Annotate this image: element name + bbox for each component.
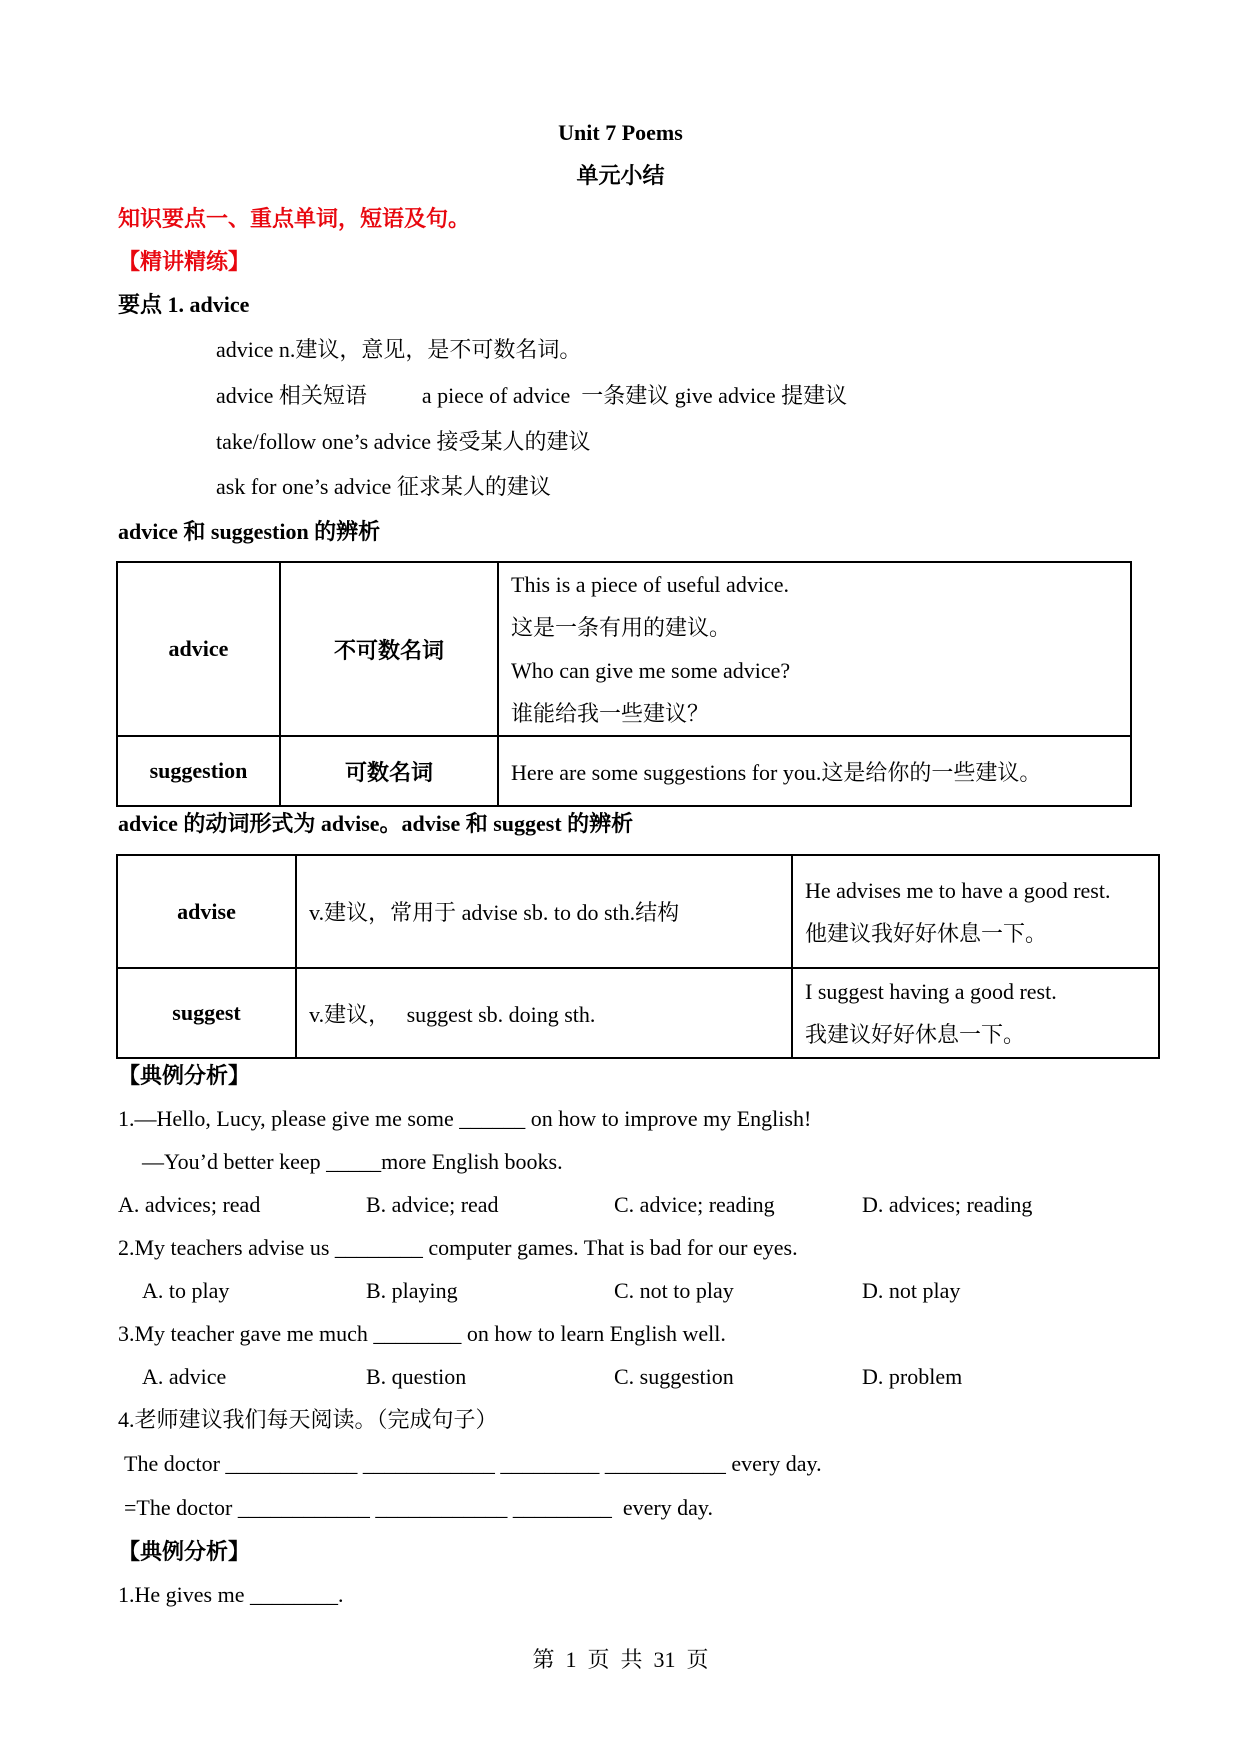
type-cell: 可数名词 <box>280 736 498 806</box>
examples-header: 【典例分析】 <box>118 1063 251 1088</box>
question-1: 1.—Hello, Lucy, please give me some ______ on how to improve my English! <box>118 1106 812 1131</box>
advise-suggest-table <box>116 854 1160 1059</box>
advice-phrase-ask: ask for one’s advice 征求某人的建议 <box>216 474 551 499</box>
table-row <box>117 855 1159 968</box>
advice-phrases: advice 相关短语 a piece of advice 一条建议 give advice 提建议 <box>216 383 848 408</box>
point-heading: 要点 1. advice <box>118 292 250 317</box>
word-cell: suggest <box>117 968 296 1058</box>
q2-option-d: D. not play <box>862 1278 961 1303</box>
example-line: He advises me to have a good rest. <box>805 877 1111 903</box>
page-subtitle: 单元小结 <box>576 163 665 188</box>
example-line: This is a piece of useful advice. <box>511 572 789 597</box>
usage-cell: v.建议， suggest sb. doing sth. <box>296 968 792 1058</box>
usage-cell: v.建议，常用于 advise sb. to do sth.结构 <box>296 855 792 968</box>
advice-definition: advice n.建议，意见，是不可数名词。 <box>216 337 582 362</box>
type-cell: 不可数名词 <box>280 562 498 736</box>
example-line: 我建议好好休息一下。 <box>805 1022 1026 1047</box>
example-line: 他建议我好好休息一下。 <box>805 920 1048 946</box>
q3-option-d: D. problem <box>862 1364 963 1389</box>
table-row <box>117 968 1159 1058</box>
question-3: 3.My teacher gave me much ________ on how to learn English well. <box>118 1321 726 1346</box>
page-footer: 第 1 页 共 31 页 <box>532 1647 709 1672</box>
example-line: 这是一条有用的建议。 <box>511 615 732 640</box>
q1-option-b: B. advice; read <box>366 1192 499 1217</box>
q3-option-b: B. question <box>366 1364 467 1389</box>
example-line: Who can give me some advice? <box>511 658 791 683</box>
question-2: 2.My teachers advise us ________ computer games. That is bad for our eyes. <box>118 1235 798 1260</box>
advice-phrase-take: take/follow one’s advice 接受某人的建议 <box>216 429 591 454</box>
practice-header: 【精讲精练】 <box>118 249 251 274</box>
table2-caption: advice 的动词形式为 advise。advise 和 suggest 的辨析 <box>118 811 634 836</box>
examples-header-2: 【典例分析】 <box>118 1539 251 1564</box>
question-1-reply: —You’d better keep _____more English books. <box>142 1149 563 1174</box>
question-4-line2: =The doctor ____________ ____________ _________ every day. <box>124 1495 714 1520</box>
word-cell: advice <box>117 562 280 736</box>
word-cell: suggestion <box>117 736 280 806</box>
q1-option-d: D. advices; reading <box>862 1192 1033 1217</box>
word-cell: advise <box>117 855 296 968</box>
table-row <box>117 562 1131 736</box>
q2-option-b: B. playing <box>366 1278 458 1303</box>
advice-suggestion-table <box>116 561 1132 807</box>
example-line: Here are some suggestions for you.这是给你的一些建议。 <box>498 736 1131 806</box>
q1-option-a: A. advices; read <box>118 1192 261 1217</box>
question-5: 1.He gives me ________. <box>118 1582 344 1607</box>
question-4: 4.老师建议我们每天阅读。（完成句子） <box>118 1407 498 1432</box>
q2-option-c: C. not to play <box>614 1278 734 1303</box>
q3-option-c: C. suggestion <box>614 1364 734 1389</box>
q1-option-c: C. advice; reading <box>614 1192 775 1217</box>
example-line: I suggest having a good rest. <box>805 979 1057 1004</box>
question-4-line1: The doctor ____________ ____________ _________ ___________ every day. <box>124 1451 822 1476</box>
table1-caption: advice 和 suggestion 的辨析 <box>118 519 381 544</box>
section-heading: 知识要点一、重点单词，短语及句。 <box>118 206 471 231</box>
page-title: Unit 7 Poems <box>558 120 683 145</box>
table-row <box>117 736 1131 806</box>
example-line: 谁能给我一些建议？ <box>511 701 710 726</box>
q2-option-a: A. to play <box>142 1278 230 1303</box>
q3-option-a: A. advice <box>142 1364 227 1389</box>
